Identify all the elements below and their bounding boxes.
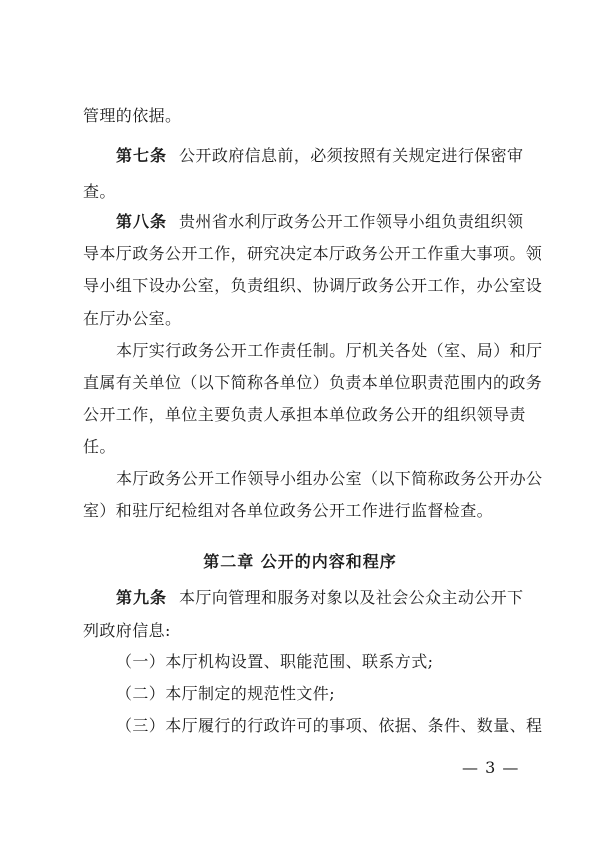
list-item: （一）本厅机构设置、职能范围、联系方式; <box>116 652 434 671</box>
text-line: 直属有关单位（以下简称各单位）负责本单位职责范围内的政务 <box>83 373 543 392</box>
text-line: 本厅政务公开工作领导小组办公室（以下简称政务公开办公 <box>116 469 543 488</box>
article-9-heading-line: 第九条 本厅向管理和服务对象以及社会公众主动公开下 <box>116 588 524 607</box>
text-line: 查。 <box>83 182 116 201</box>
list-item: （二）本厅制定的规范性文件; <box>116 684 335 703</box>
text-line: 室）和驻厅纪检组对各单位政务公开工作进行监督检查。 <box>83 501 494 520</box>
text-line: 管理的依据。 <box>83 106 182 125</box>
text-line: 导小组下设办公室，负责组织、协调厅政务公开工作，办公室设 <box>83 276 543 295</box>
text-line: 列政府信息: <box>83 621 171 640</box>
page-number: — 3 — <box>462 758 520 777</box>
list-item: （三）本厅履行的行政许可的事项、依据、条件、数量、程 <box>116 716 543 735</box>
text-line: 在厅办公室。 <box>83 309 182 328</box>
text-line: 导本厅政务公开工作，研究决定本厅政务公开工作重大事项。领 <box>83 244 543 263</box>
article-7-heading-line: 第七条 公开政府信息前，必须按照有关规定进行保密审 <box>116 146 524 165</box>
article-8-heading-line: 第八条 贵州省水利厅政务公开工作领导小组负责组织领 <box>116 212 524 231</box>
text-line: 本厅实行政务公开工作责任制。厅机关各处（室、局）和厅 <box>116 341 543 360</box>
article-label: 第九条 <box>116 588 168 607</box>
article-label: 第七条 <box>116 146 168 165</box>
article-label: 第八条 <box>116 212 168 231</box>
text-line: 任。 <box>83 437 116 456</box>
chapter-title: 第二章 公开的内容和程序 <box>203 552 397 571</box>
text-line: 公开工作，单位主要负责人承担本单位政务公开的组织领导责 <box>83 405 526 424</box>
